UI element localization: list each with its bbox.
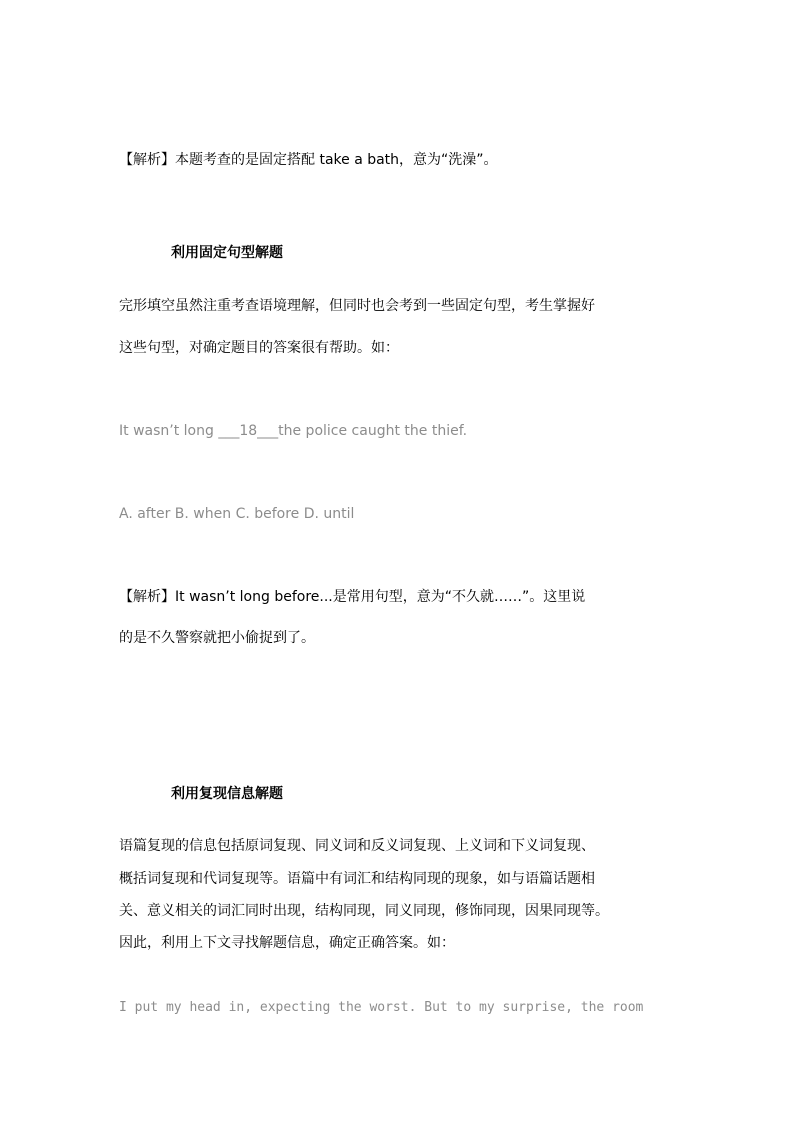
analysis-paragraph-2-cont: 的是不久警察就把小偷捉到了。 xyxy=(119,630,315,646)
body-text-line: 语篇复现的信息包括原词复现、同义词和反义词复现、上义词和下义词复现、 xyxy=(119,838,595,854)
body-text-line: 概括词复现和代词复现等。语篇中有词汇和结构同现的现象，如与语篇话题相 xyxy=(119,871,595,887)
analysis-paragraph-1: 【解析】本题考查的是固定搭配 take a bath，意为“洗澡”。 xyxy=(119,152,498,168)
example-sentence-2: I put my head in, expecting the worst. But to my surprise, the room xyxy=(119,1000,644,1015)
body-text-line: 这些句型，对确定题目的答案很有帮助。如： xyxy=(119,340,399,356)
body-text-line: 完形填空虽然注重考查语境理解，但同时也会考到一些固定句型，考生掌握好 xyxy=(119,298,595,314)
example-sentence-1: It wasn’t long ___18___the police caught the thief. xyxy=(119,423,468,439)
analysis-paragraph-2: 【解析】It wasn’t long before...是常用句型，意为“不久就……”。这里说 xyxy=(119,589,586,605)
body-text-line: 因此，利用上下文寻找解题信息，确定正确答案。如： xyxy=(119,935,455,951)
section-heading-fixed-patterns: 利用固定句型解题 xyxy=(171,245,283,261)
example-options-1: A. after B. when C. before D. until xyxy=(119,506,355,522)
section-heading-recurrence: 利用复现信息解题 xyxy=(171,786,283,802)
body-text-line: 关、意义相关的词汇同时出现，结构同现，同义同现，修饰同现，因果同现等。 xyxy=(119,903,609,919)
